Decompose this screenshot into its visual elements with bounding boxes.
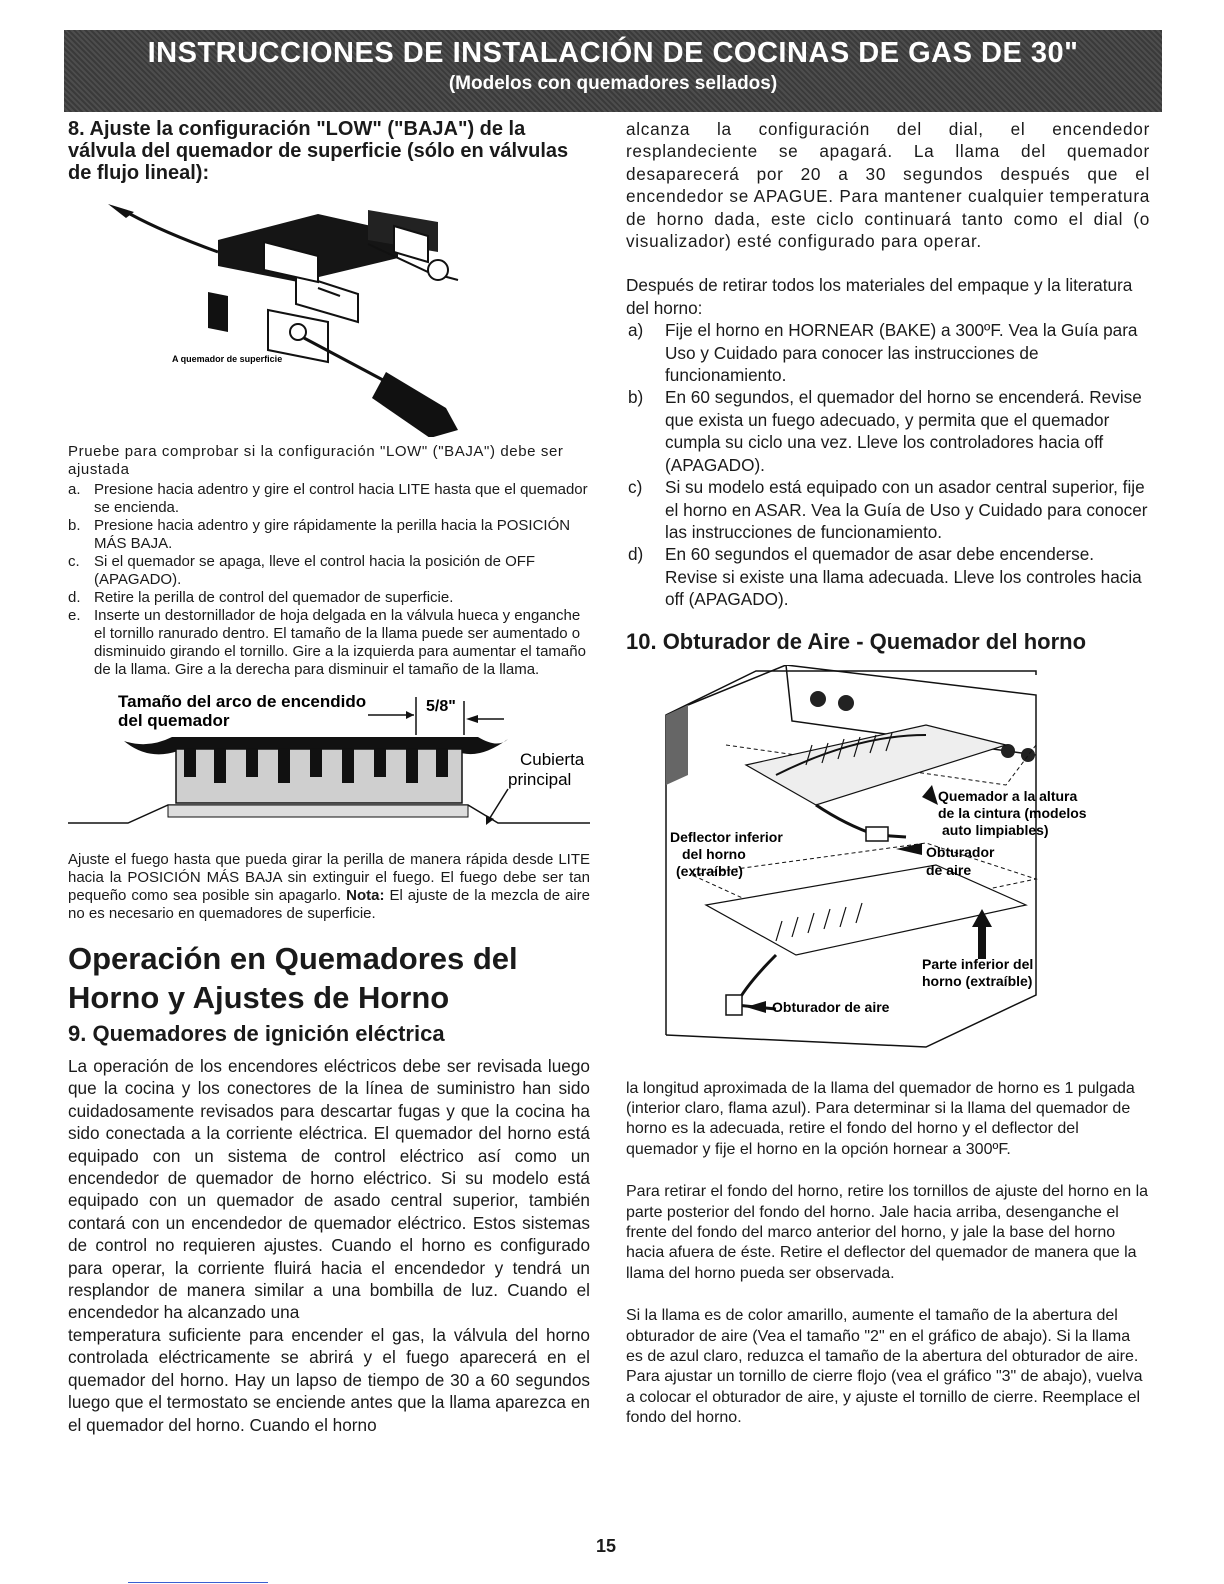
svg-text:horno (extraíble): horno (extraíble) [922,972,1033,989]
list-item: c. Si el quemador se apaga, lleve el control hacia la posición de OFF (APAGADO). [68,553,536,588]
svg-text:auto limpiables): auto limpiables) [942,821,1049,838]
air-shutter [866,827,888,841]
section-8-heading: 8. Ajuste la configuración "LOW" ("BAJA") de la válvula del quemador de superficie (sólo en válvulas de flujo lineal): [68,118,569,184]
valve-adjust-illustration [68,192,590,437]
color-adjust-paragraph: Si la llama es de color amarillo, aumente el tamaño de la abertura del obturador de aire (Vea el tamaño "2" en el gráfico de abajo). Si la llama es de azul claro, reduzca el tamaño de la abertura del obturador de aire. Para ajustar un tornillo de cierre flojo (vea el gráfico "3" de abajo), vuelva a colocar el obturador de aire, y ajuste el tornillo de cierre. Reemplace el fondo del horno. [626,1307,1143,1427]
valve-figure-label: A quemador de superficie [172,354,283,364]
list-item: d. Retire la perilla de control del quemador de superficie. [68,589,454,606]
svg-text:de la cintura (modelos: de la cintura (modelos [938,804,1087,821]
waist-burner-label: Quemador a la altura [938,787,1078,804]
arrow-icon [108,204,134,218]
section-10-heading: 10. Obturador de Aire - Quemador del horno [626,628,1087,654]
page-subtitle: (Modelos con quemadores sellados) [448,73,778,94]
burner-port-icon [810,691,826,707]
list-item: c) Si su modelo está equipado con un asador central superior, fije el horno en ASAR. Vea la Guía de Uso y Cuidado para conocer las instrucciones de funcionamiento. [628,477,1148,542]
after-packing-text: Después de retirar todos los materiales del empaque y la literatura del horno: [626,275,1133,318]
page-title: INSTRUCCIONES DE INSTALACIÓN DE COCINAS DE GAS DE 30" [147,37,1079,69]
cover-label: Cubierta [520,750,585,769]
left-column: 8. Ajuste la configuración "LOW" ("BAJA") de la válvula del quemador de superficie (sólo en válvulas de flujo lineal): A quemador de superficie Pruebe para comprobar si la configuración "LOW" ("BAJA") debe ser ajustada a. Presione hacia adentro y gire el control hacia LITE hasta que el quemador se encienda. b. Presione hacia adentro y gire rápidamente la perilla hacia la POSICIÓN MÁS BAJA. c. Si el quemador se apaga, lleve el control hacia la posición de OFF (APAGADO). d. Retire la perilla de control del quemador de superficie. e. Inserte un destornillador de hoja delgada en la válvula hueca y enganche el tornillo ranurado dentro. El tamaño de la llama puede ser aumentado o disminuido girando el tornillo. Gire a la izquierda para aumentar el tamaño de la llama. Gire a la derecha para disminuir el tamaño de la llama. Tamaño del arco de encendido del quemador 5/8" Cubierta principal Ajuste el fuego hasta que pueda girar la perilla de manera rápida desde LITE hacia la POSICIÓN MÁS BAJA sin extinguir el fuego. El fuego debe ser tan pequeño como sea posible sin apagarlo. Nota: El ajuste de la mezcla de aire no es necesario en quemadores de superficie. Operación en Quemadores del Horno y Ajustes de Horno 9. Quemadores de ignición eléctrica La operación de los encendores eléctricos debe ser revisada luego que la cocina y los conectores de la línea de suministro han sido cuidadosamente revisados para descartar fugas y que la cocina ha sido conectada a la corriente eléctrica. El quemador del horno está equipado con un sistema de control eléctrico así como un encendedor de quemador de horno eléctrico. Si su modelo está equipado con un quemador de asado central superior, también contará con un encendedor de quemador eléctrico. Estos sistemas de control no requieren ajustes. Cuando el horno es configurado para operar, la corriente fluirá hacia el encendedor y tendrá un resplandor de manera similar a una bombilla de luz. Cuando el encendedor ha alcanzado una temperatura suficiente para encender el gas, la válvula del horno controlada eléctricamente se abrirá y el fuego aparecerá en el quemador del horno. Hay un lapso de tiempo de 30 a 60 segundos luego que el termostato se enciende antes que la llama aparezca en el quemador del horno. Cuando el horno [68,118,591,1435]
air-shutter-label: Obturador de aire [772,998,890,1015]
section-9-paragraph-2: temperatura suficiente para encender el gas, la válvula del horno controlada eléctricamente se abrirá y el fuego aparecerá en el quemador del horno. Hay un lapso de tiempo de 30 a 60 segundos luego que el termostato se enciende antes que la llama aparezca en el quemador del horno. Cuando el horno [68,1324,590,1435]
shutter-label: Obturador [926,843,995,860]
deflector-label: Deflector inferior [670,828,783,845]
screwdriver-handle [372,372,458,437]
list-item: a) Fije el horno en HORNEAR (BAKE) a 300ºF. Vea la Guía para Uso y Cuidado para conocer las instrucciones de funcionamiento. [628,320,1138,386]
oven-test-steps [626,319,1150,610]
arrow-icon [922,785,938,805]
list-item: a. Presione hacia adentro y gire el control hacia LITE hasta que el quemador se encienda. [68,481,588,516]
svg-text:del horno: del horno [682,845,746,862]
svg-text:principal: principal [508,770,572,789]
oven-bottom-label: Parte inferior del [922,955,1034,972]
svg-text:del quemador: del quemador [118,711,230,730]
svg-text:de aire: de aire [926,861,972,878]
flame-size-illustration [68,689,590,839]
list-item: b. Presione hacia adentro y gire rápidamente la perilla hacia la POSICIÓN MÁS BAJA. [68,517,571,552]
adjust-paragraph: Ajuste el fuego hasta que pueda girar la perilla de manera rápida desde LITE hacia la POSICIÓN MÁS BAJA sin extinguir el fuego. El fuego debe ser tan pequeño como sea posible sin apagarlo. Nota: El ajuste de la mezcla de aire no es necesario en quemadores de superficie. [68,851,591,922]
footer-divider [128,1582,268,1583]
oven-section-title: Operación en Quemadores del [68,941,518,976]
header-banner [64,30,1162,112]
measure-label: 5/8" [426,698,456,715]
list-item: d) En 60 segundos el quemador de asar debe encenderse. Revise si existe una llama adecuada. Lleve los controles hacia off (APAGADO). [628,544,1142,610]
section-8-intro: Pruebe para comprobar si la configuración "LOW" ("BAJA") debe ser ajustada [68,443,564,478]
list-item: e. Inserte un destornillador de hoja delgada en la válvula hueca y enganche el tornillo ranurado dentro. El tamaño de la llama puede ser aumentado o disminuido girando el tornillo. Gire a la izquierda para aumentar el tamaño de la llama. Gire a la derecha para disminuir el tamaño de la llama. [68,607,586,678]
svg-text:(extraíble): (extraíble) [676,862,743,879]
section-9-paragraph-1: La operación de los encendores eléctricos debe ser revisada luego que la cocina y los conectores de la línea de suministro han sido cuidadosamente revisados para descartar fugas y que la cocina ha sido conectada a la corriente eléctrica. El quemador del horno está equipado con un sistema de control eléctrico así como un encendedor de quemador de horno eléctrico. Si su modelo está equipado con un quemador de asado central superior, también contará con un encendedor de quemador eléctrico. Estos sistemas de control no requieren ajustes. Cuando el horno es configurado para operar, la corriente fluirá hacia el encendedor y tendrá un resplandor de manera similar a una bombilla de luz. Cuando el encendedor ha alcanzado una [68,1056,590,1323]
section-9-heading: 9. Quemadores de ignición eléctrica [68,1021,445,1046]
flame-length-paragraph: la longitud aproximada de la llama del quemador de horno es 1 pulgada (interior claro, flama azul). Para determinar si la llama del quemador de horno es la adecuada, retire el fondo del horno y el deflector del quemador y fije el horno en la opción hornear a 300ºF. [626,1079,1135,1158]
ignition-arc-label: Tamaño del arco de encendido [118,692,367,711]
ignition-continuation: alcanza la configuración del dial, el encendedor resplandeciente se apagará. La llama del quemador desaparecerá por 20 a 30 segundos después que el encendedor se APAGUE. Para mantener cualquier temperatura de horno dada, este ciclo continuará tanto como el dial (o visualizador) esté configurado para operar. [626,119,1150,252]
remove-bottom-paragraph: Para retirar el fondo del horno, retire los tornillos de ajuste del horno en la parte posterior del fondo del horno. Jale hacia arriba, desenganche el frente del fondo del marco anterior del horno, y jale la base del horno hacia afuera de éste. Retire el deflector del quemador de manera que la llama del horno pueda ser observada. [626,1183,1149,1282]
section-8-steps [68,481,590,679]
list-item: b) En 60 segundos, el quemador del horno se encenderá. Revise que exista un fuego adecuado, y permita que el quemador cumpla su ciclo una vez. Lleve los controladores hacia off (APAGADO). [628,387,1142,475]
oven-burner-illustration [626,665,1150,1065]
note-label: Nota: [346,887,385,904]
page-number: 15 [596,1536,617,1556]
right-column [626,118,1150,1429]
